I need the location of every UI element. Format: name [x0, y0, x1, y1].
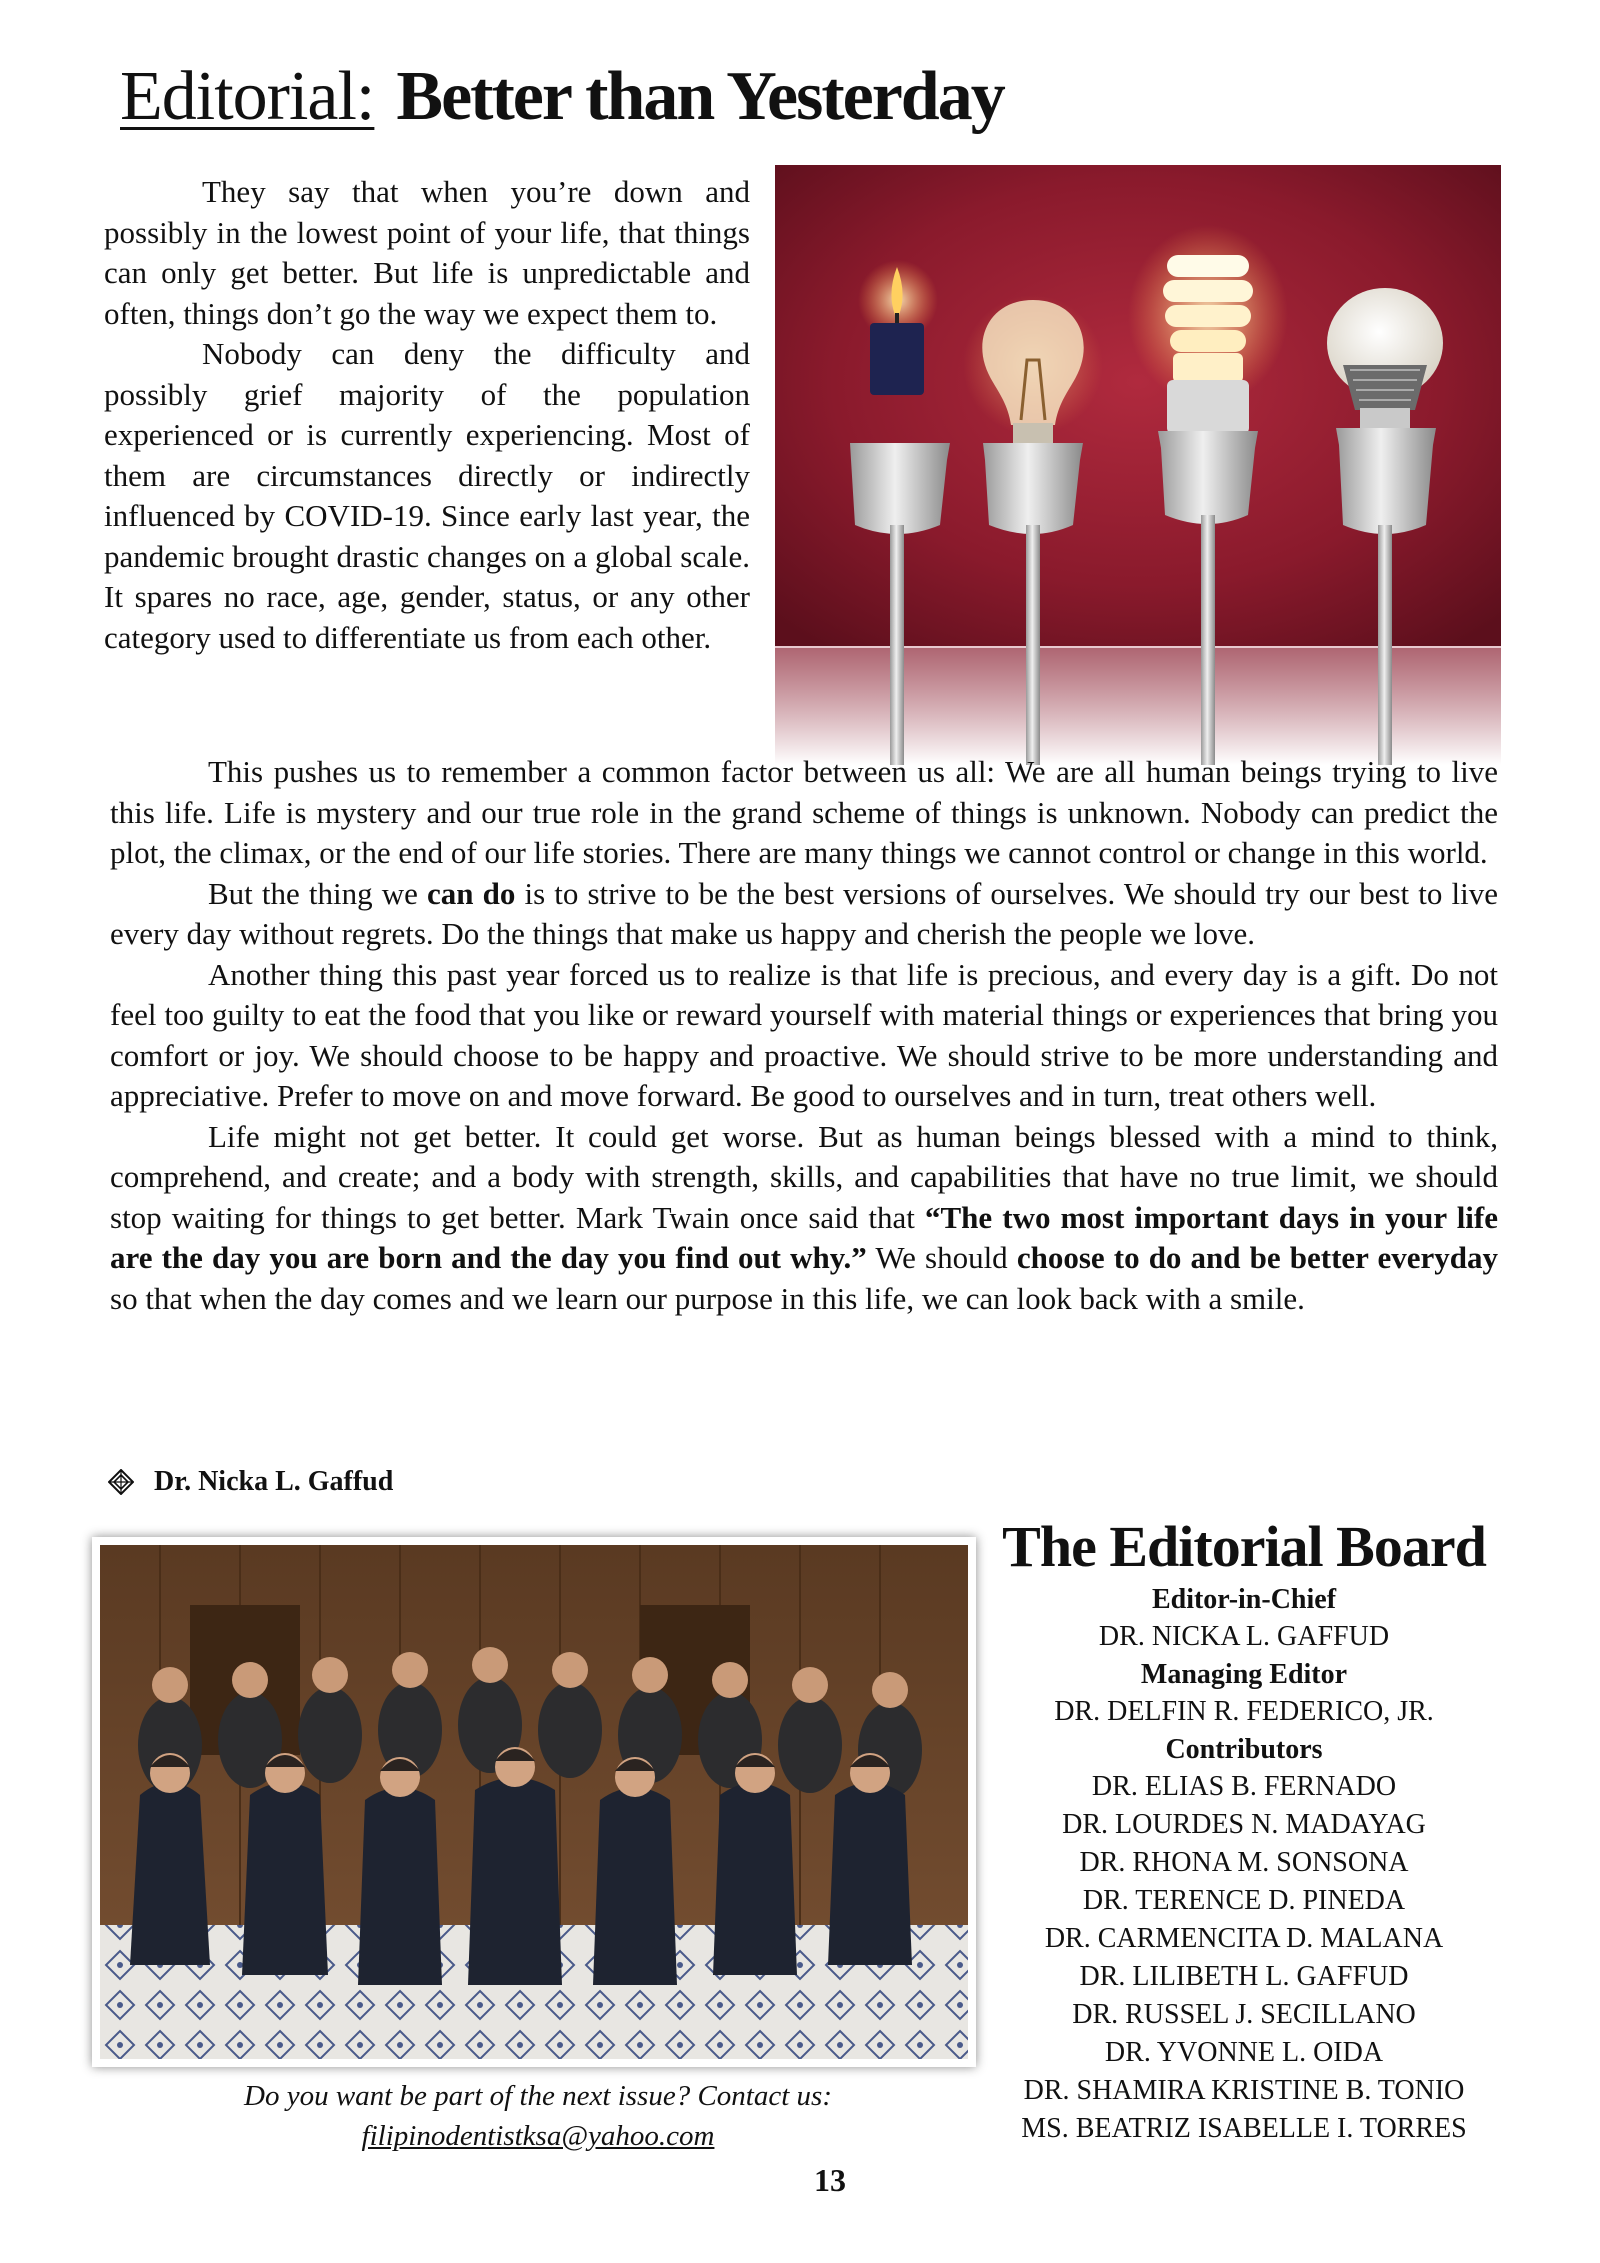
paragraph-3: This pushes us to remember a common factor between us all: We are all human beings trying to live this life. Life is mystery and our true role in the grand scheme of things is unknown. Nobody can predict the plot, the climax, or the end of our life stories. There are many things we cannot control or change in this world. — [110, 754, 1498, 870]
contributor-name: DR. YVONNE L. OIDA — [1104, 2037, 1384, 2068]
diamond-ornament-icon — [108, 1469, 134, 1495]
managing-editor-label: Managing Editor — [1140, 1659, 1348, 1690]
paragraph-6-text-2: We should — [866, 1240, 1017, 1275]
paragraph-2: Nobody can deny the difficulty and possibly grief majority of the population experienced or is currently experiencing. Most of them are circumstances directly or indirectly influenced by COVID-19. Since early last year, the pandemic brought drastic changes on a global scale. It spares no race, age, gender, status, or any other category used to differentiate us from each other. — [104, 336, 750, 655]
contributor-name: DR. RUSSEL J. SECILLANO — [1072, 1999, 1416, 2030]
editorial-team-photo — [100, 1545, 968, 2059]
editorial-left-column — [104, 172, 750, 658]
contributor-name: DR. LILIBETH L. GAFFUD — [1079, 1961, 1409, 1992]
contributor-name: DR. TERENCE D. PINEDA — [1082, 1885, 1406, 1916]
managing-editor-name: DR. DELFIN R. FEDERICO, JR. — [1054, 1696, 1434, 1727]
caption-text: Do you want be part of the next issue? Contact us: — [244, 2080, 832, 2112]
mark-twain-quote: “The two most important days in your life are the day you are born and the day you find out why.” — [110, 1199, 1499, 1275]
light-bulbs-photo — [775, 165, 1501, 765]
paragraph-4 — [110, 874, 1498, 955]
contact-email-link[interactable]: filipinodentistksa@yahoo.com — [361, 2120, 715, 2152]
author-line — [108, 1466, 393, 1498]
editorial-board — [990, 1515, 1498, 2148]
editorial-title — [120, 58, 1004, 135]
editor-in-chief-name: DR. NICKA L. GAFFUD — [1098, 1621, 1390, 1652]
editorial-headline: Better than Yesterday — [396, 58, 1004, 135]
contributor-name: MS. BEATRIZ ISABELLE I. TORRES — [1021, 2113, 1467, 2144]
paragraph-6-emphasis: choose to do and be better everyday — [1016, 1240, 1499, 1275]
board-title: The Editorial Board — [1002, 1514, 1486, 1579]
contributor-name: DR. ELIAS B. FERNADO — [1091, 1771, 1397, 1802]
paragraph-4-emphasis: can do — [426, 875, 516, 911]
contributor-name: DR. LOURDES N. MADAYAG — [1062, 1809, 1426, 1840]
team-photo-frame — [92, 1537, 976, 2067]
paragraph-4-text-2: is to strive to be the best versions of ourselves. We should try our best to live every day without regrets. Do the things that make us happy and cherish the people we love. — [110, 875, 1498, 951]
paragraph-1: They say that when you’re down and possibly in the lowest point of your life, that things can only get better. But life is unpredictable and often, things don’t go the way we expect them to. — [104, 174, 750, 331]
paragraph-4-text: But the thing we — [208, 875, 427, 911]
paragraph-6 — [110, 1117, 1498, 1320]
editorial-full-column — [110, 752, 1498, 1319]
contributor-name: DR. RHONA M. SONSONA — [1079, 1847, 1409, 1878]
paragraph-5: Another thing this past year forced us to realize is that life is precious, and every day is a gift. Do not feel too guilty to eat the food that you like or reward yourself with material things or experiences that bring you comfort or joy. We should choose to be happy and proactive. We should strive to be more understanding and appreciative. Prefer to move on and move forward. Be good to ourselves and in turn, treat others well. — [110, 956, 1498, 1113]
paragraph-6-text-3: so that when the day comes and we learn our purpose in this life, we can look back with a smile. — [110, 1280, 1305, 1316]
contributor-name: DR. SHAMIRA KRISTINE B. TONIO — [1023, 2075, 1465, 2106]
contributor-name: DR. CARMENCITA D. MALANA — [1044, 1923, 1444, 1954]
page-number: 13 — [814, 2162, 846, 2198]
author-name: Dr. Nicka L. Gaffud — [154, 1466, 394, 1497]
contact-caption — [140, 2076, 936, 2156]
paragraph-6-text: Life might not get better. It could get worse. But as human beings blessed with a mind to think, comprehend, and create; and a body with strength, skills, and capabilities that have no true limit, we should stop waiting for things to get better. Mark Twain once said that — [110, 1118, 1498, 1235]
editorial-label: Editorial: — [120, 58, 375, 135]
contributors-label: Contributors — [1165, 1734, 1323, 1765]
editor-in-chief-label: Editor-in-Chief — [1151, 1584, 1337, 1615]
